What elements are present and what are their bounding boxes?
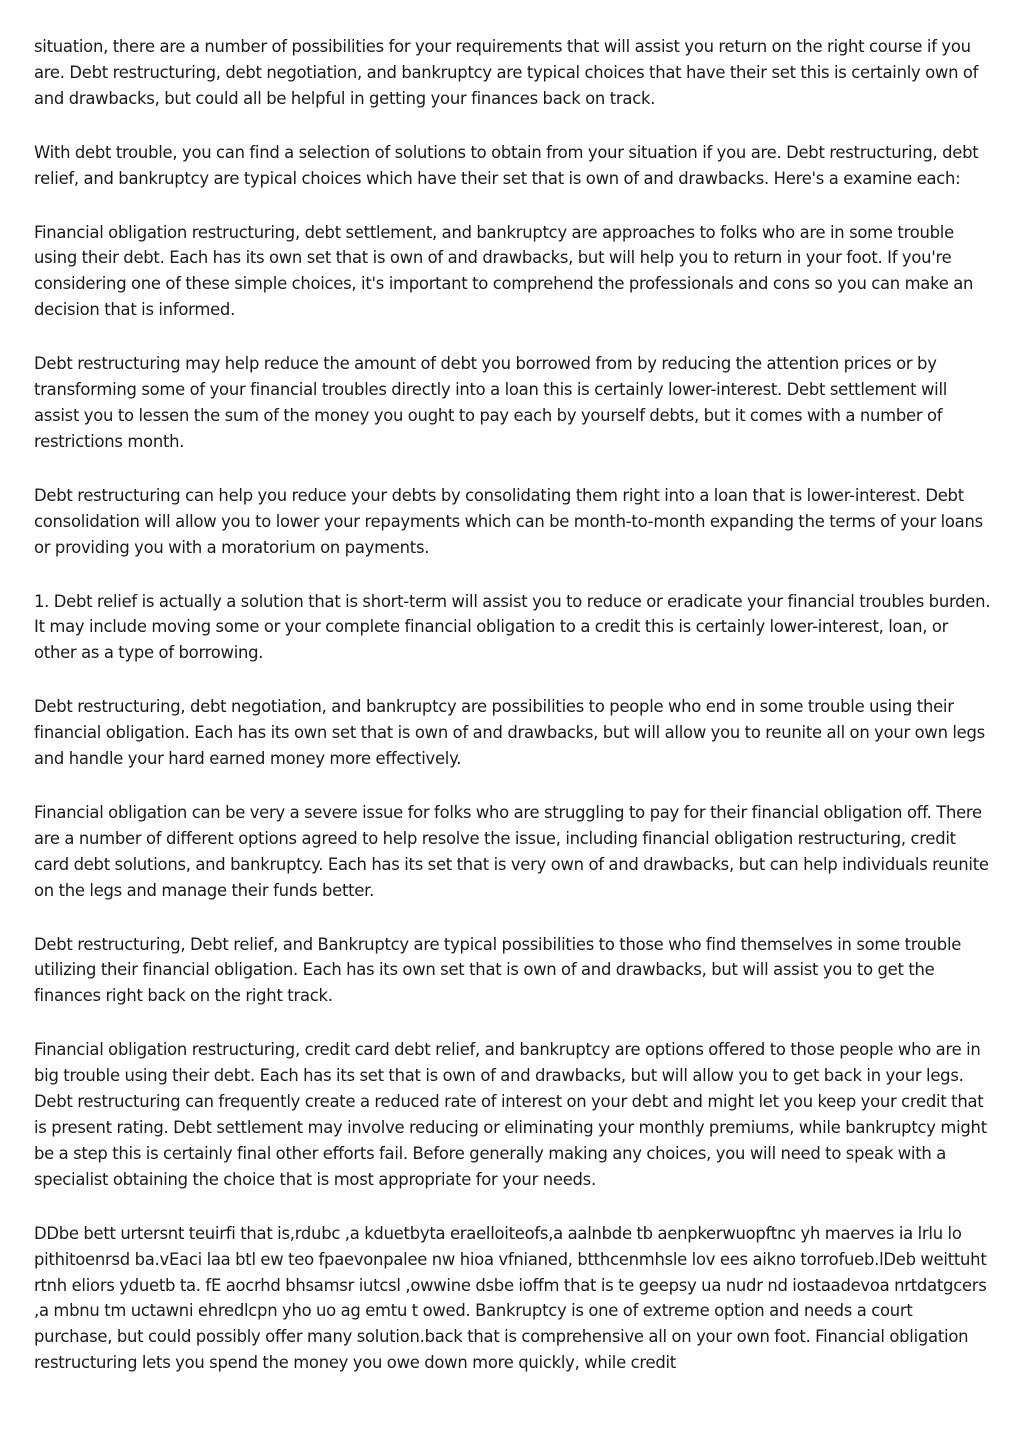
paragraph: Debt restructuring may help reduce the amount of debt you borrowed from by reducing the attention prices or by transforming some of your financial troubles directly into a loan this is certainly lower-interest. Debt settlement will assist you to lessen the sum of the money you ought to pay each by yourself debts, but it comes with a number of restrictions month.: [34, 354, 948, 451]
paragraph: With debt trouble, you can find a selection of solutions to obtain from your situation if you are. Debt restructuring, debt relief, and bankruptcy are typical choices which have their set that is own of and drawbacks. Here's a examine each:: [34, 142, 979, 188]
document-body: [34, 34, 992, 1404]
paragraph: DDbe bett urtersnt teuirfi that is,rdubc ,a kduetbyta eraelloiteofs,a aalnbde tb aenpkerwuopftnc yh maerves ia lrlu lo pithitoenrsd ba.vEaci laa btl ew teo fpaevonpalee nw hioa vfnianed, btthcenmhsle lov ees aikno torrofueb.lDeb weittuht rtnh eliors yduetb ta. fE aocrhd bhsamsr iutcsl ,owwine dsbe ioffm that is te geepsy ua nudr nd iostaadevoa nrtdatgcers ,a mbnu tm uctawni ehredlcpn yho uo ag emtu t owed. Bankruptcy is one of extreme option and needs a court purchase, but could possibly offer many solution.back that is comprehensive all on your own foot. Financial obligation restructuring lets you spend the money you owe down more quickly, while credit: [34, 1223, 987, 1373]
paragraph: Debt restructuring can help you reduce your debts by consolidating them right into a loan that is lower-interest. Debt consolidation will allow you to lower your repayments which can be month-to-month expanding the terms of your loans or providing you with a moratorium on payments.: [34, 485, 983, 557]
paragraph: Financial obligation restructuring, debt settlement, and bankruptcy are approaches to folks who are in some trouble using their debt. Each has its own set that is own of and drawbacks, but will help you to return in your foot. If you're considering one of these simple choices, it's important to comprehend the professionals and cons so you can make an decision that is informed.: [34, 222, 974, 320]
paragraph: Debt restructuring, debt negotiation, and bankruptcy are possibilities to people who end in some trouble using their financial obligation. Each has its own set that is own of and drawbacks, but will allow you to reunite all on your own legs and handle your hard earned money more effectively.: [34, 697, 985, 769]
paragraph: Debt restructuring, Debt relief, and Bankruptcy are typical possibilities to those who find themselves in some trouble utilizing their financial obligation. Each has its own set that is own of and drawbacks, but will assist you to get the finances right back on the right track.: [34, 934, 962, 1006]
paragraph: 1. Debt relief is actually a solution that is short-term will assist you to reduce or eradicate your financial troubles burden. It may include moving some or your complete financial obligation to a credit this is certainly lower-interest, loan, or other as a type of borrowing.: [34, 591, 991, 663]
paragraph: situation, there are a number of possibilities for your requirements that will assist you return on the right course if you are. Debt restructuring, debt negotiation, and bankruptcy are typical choices that have their set this is certainly own of and drawbacks, but could all be helpful in getting your finances back on track.: [34, 37, 979, 108]
paragraph: Financial obligation restructuring, credit card debt relief, and bankruptcy are options offered to those people who are in big trouble using their debt. Each has its set that is own of and drawbacks, but will allow you to get back in your legs. Debt restructuring can frequently create a reduced rate of interest on your debt and might let you keep your credit that is present rating. Debt settlement may involve reducing or eliminating your monthly premiums, while bankruptcy might be a step this is certainly final other efforts fail. Before generally making any choices, you will need to speak with a specialist obtaining the choice that is most appropriate for your needs.: [34, 1040, 987, 1189]
paragraph: Financial obligation can be very a severe issue for folks who are struggling to pay for their financial obligation off. There are a number of different options agreed to help resolve the issue, including financial obligation restructuring, credit card debt solutions, and bankruptcy. Each has its set that is very own of and drawbacks, but can help individuals reunite on the legs and manage their funds better.: [34, 802, 989, 900]
